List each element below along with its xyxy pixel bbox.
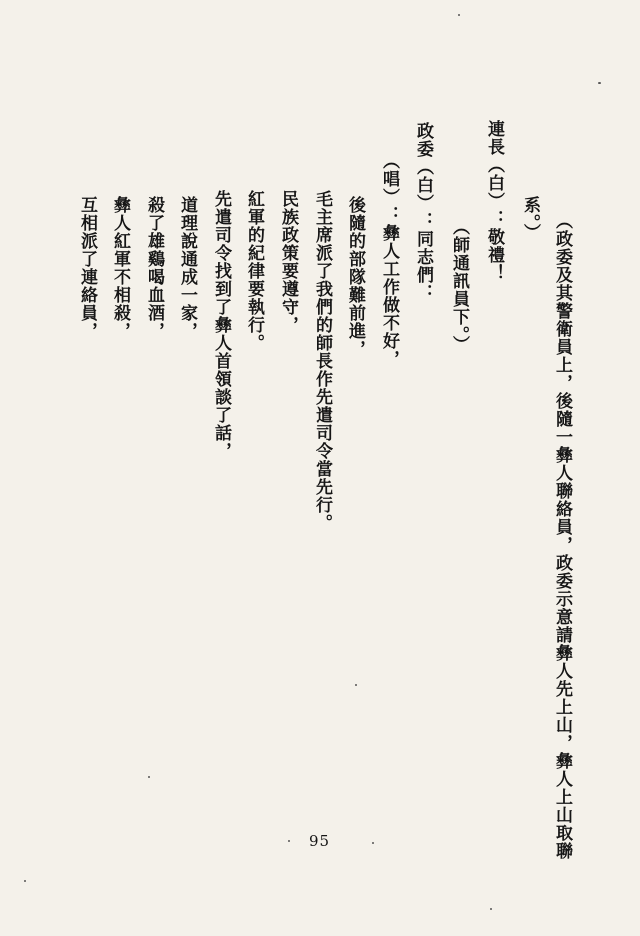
text-line-14: 彝人紅軍不相殺，: [110, 196, 130, 340]
scan-speck: [598, 82, 601, 84]
scan-speck: [458, 14, 460, 16]
text-line-9: 民族政策要遵守，: [278, 190, 298, 334]
scan-speck: [24, 880, 26, 882]
text-line-1: （政委及其警衛員上，後隨一彝人聯絡員，政委示意請彝人先上山，彝人上山取聯: [552, 212, 572, 860]
scan-speck: [490, 908, 492, 910]
text-line-8: 毛主席派了我們的師長作先遣司令當先行。: [312, 190, 332, 532]
text-line-11: 先遣司令找到了彝人首領談了話，: [211, 190, 231, 460]
text-line-10: 紅軍的紀律要執行。: [244, 190, 264, 352]
text-line-3: 連長（白）：敬禮！: [484, 120, 504, 282]
text-line-6: （唱）：彝人工作做不好，: [379, 152, 399, 368]
scan-speck: [372, 842, 374, 844]
scan-speck: [148, 776, 150, 778]
scan-speck: [355, 684, 357, 686]
text-line-2: 系。）: [520, 196, 540, 242]
text-line-15: 互相派了連絡員，: [77, 196, 97, 340]
text-line-7: 後隨的部隊難前進，: [345, 196, 365, 358]
text-line-5: 政委（白）：同志們：: [413, 122, 433, 302]
text-line-13: 殺了雄鷄喝血酒，: [144, 196, 164, 340]
text-line-4: （師通訊員下。）: [449, 218, 469, 354]
scan-speck: [288, 840, 290, 842]
text-line-12: 道理說通成一家，: [177, 196, 197, 340]
page-number: 95: [309, 832, 331, 850]
